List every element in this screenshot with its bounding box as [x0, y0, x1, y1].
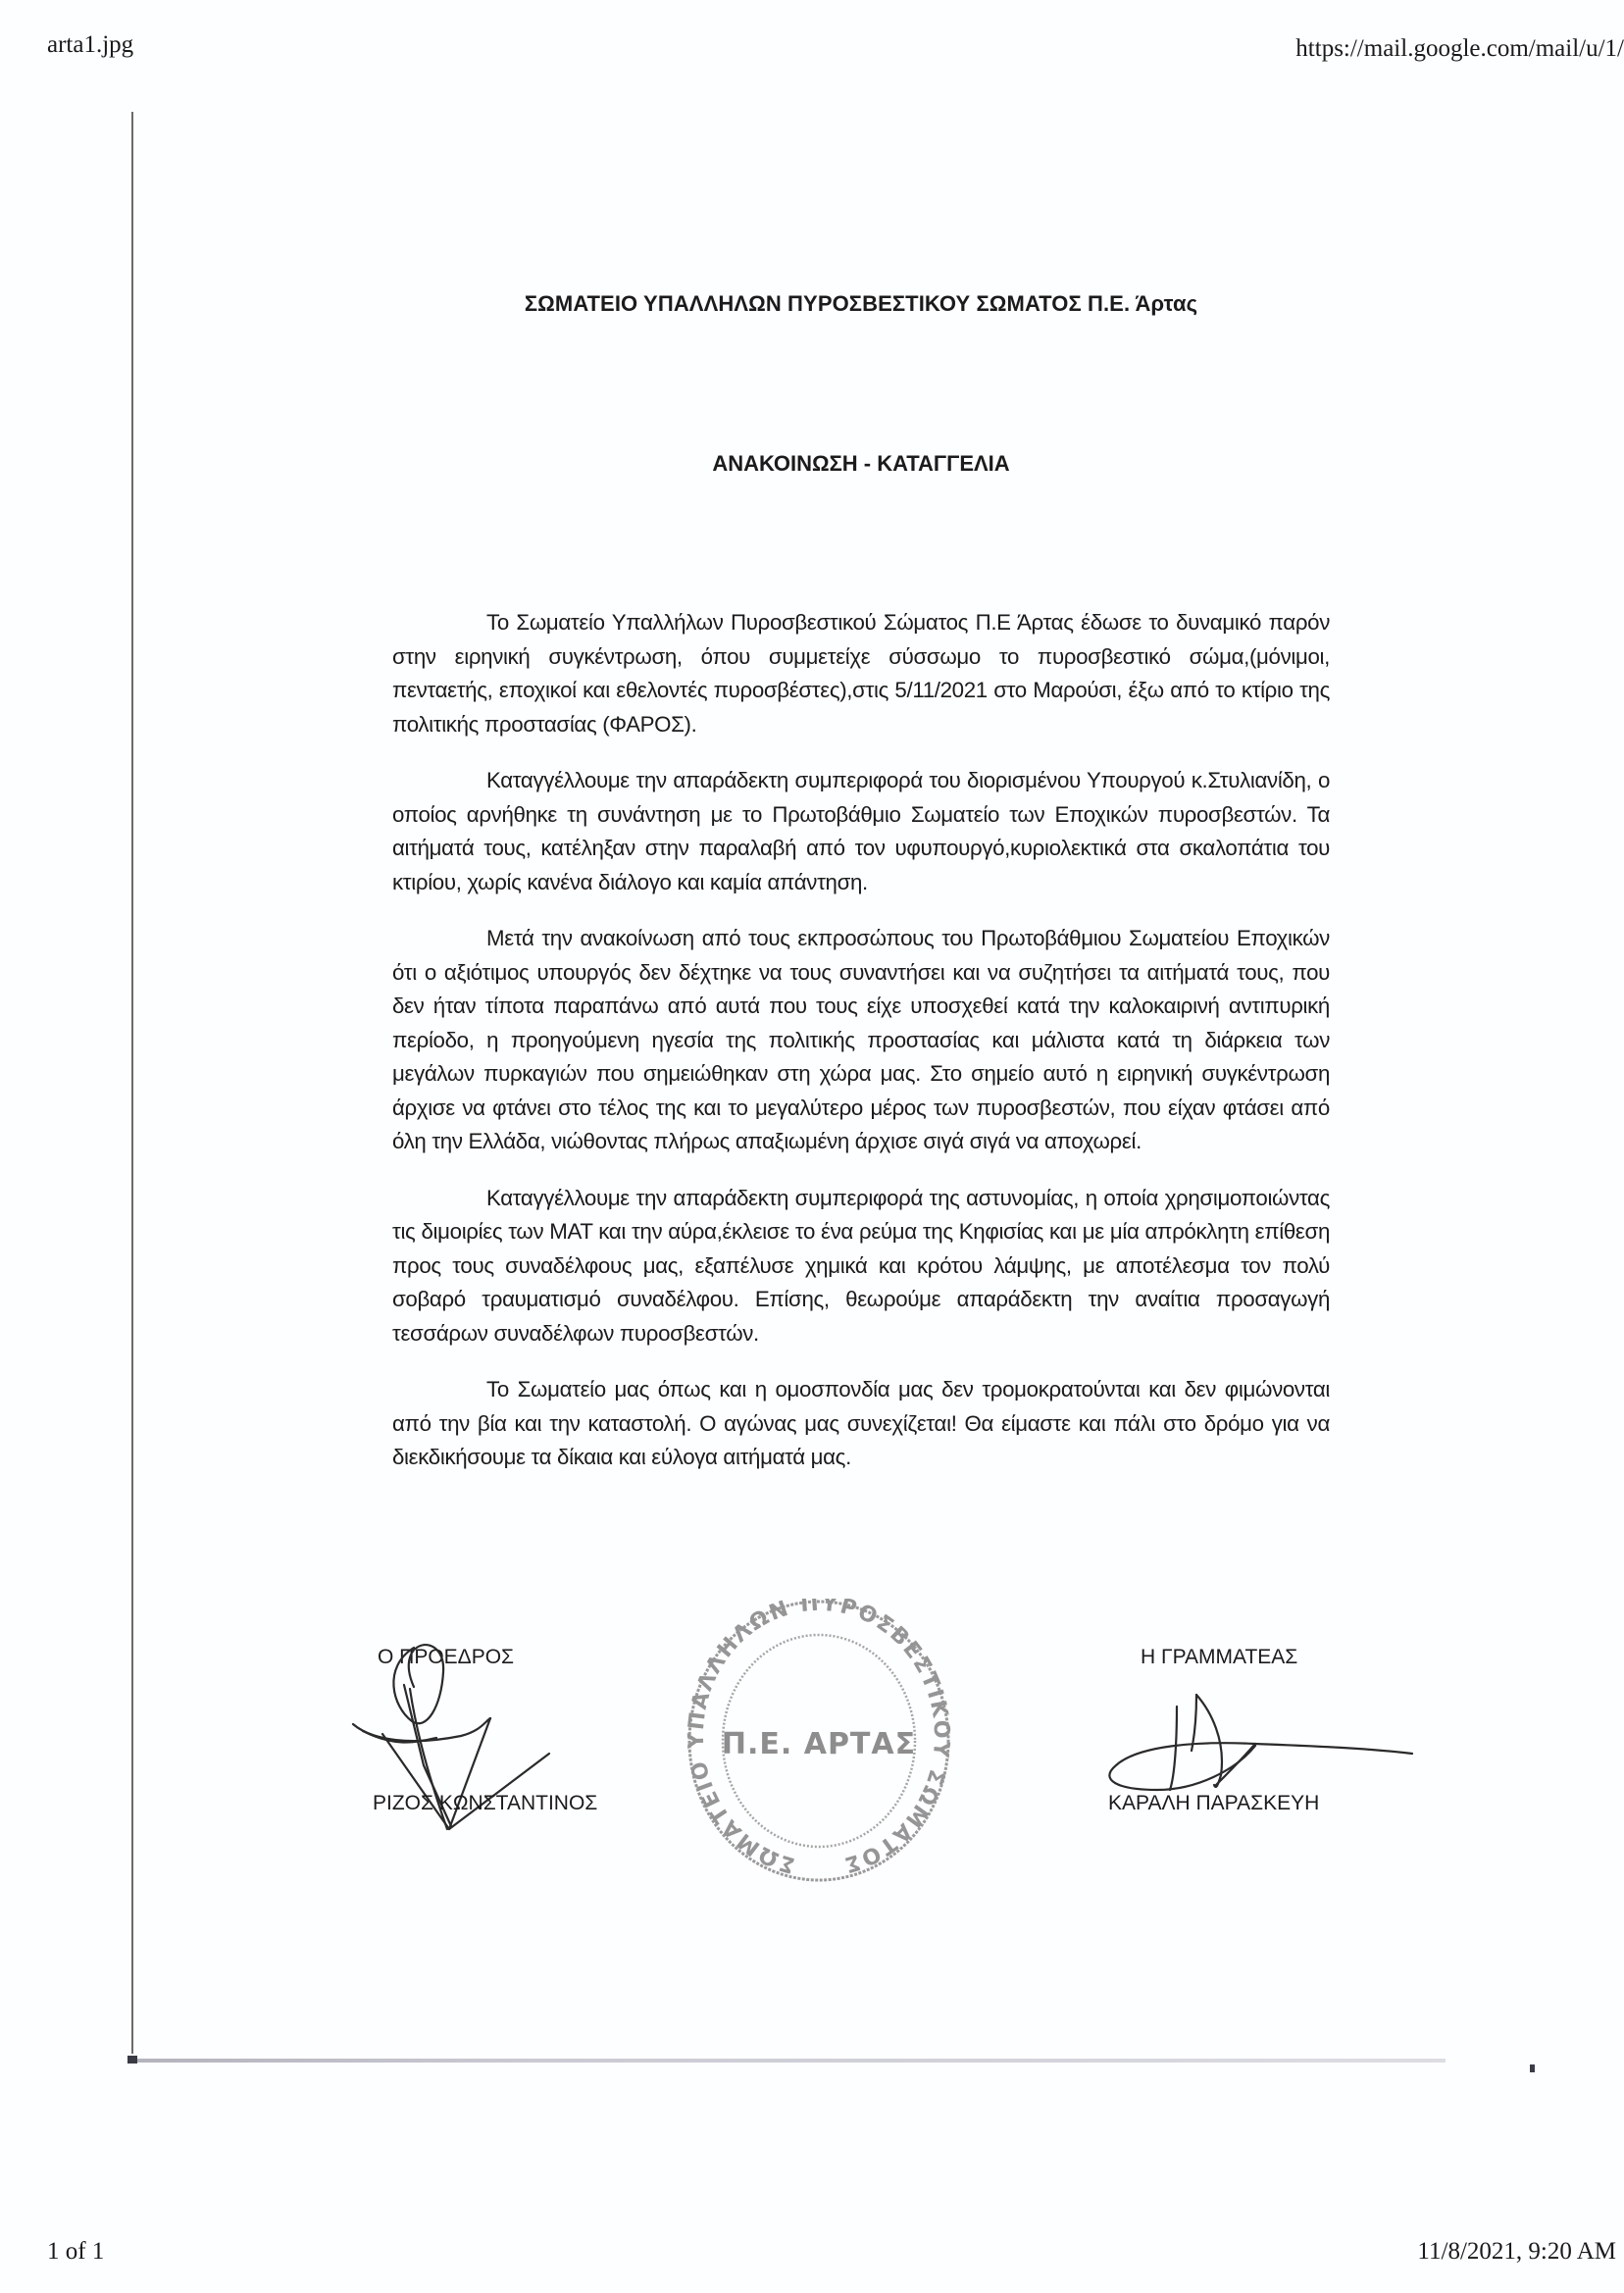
president-name: ΡΙΖΟΣ ΚΩΝΣΤΑΝΤΙΝΟΣ	[373, 1792, 598, 1814]
stamp-ring-text: ΣΩΜΑΤΕΙΟ ΥΠΑΛΛΗΛΩΝ ΠΥΡΟΣΒΕΣΤΙΚΟΥ ΣΩΜΑΤΟΣ	[686, 1599, 951, 1878]
official-stamp	[686, 1599, 951, 1883]
secretary-name: ΚΑΡΑΛΗ ΠΑΡΑΣΚΕΥΗ	[1108, 1792, 1320, 1814]
paragraph: Καταγγέλλουμε την απαράδεκτη συμπεριφορά του διορισμένου Υπουργού κ.Στυλιανίδη, ο οποίος αρνήθηκε τη συνάντηση με το Πρωτοβάθμιο Σωματείο των Εποχικών πυροσβεστών. Τα αιτήματά τους, κατέληξαν στην παραλαβή από τον υφυπουργό,κυριολεκτικά στα σκαλοπάτια του κτιρίου, χωρίς κανένα διάλογο και καμία απάντηση.	[392, 768, 1330, 894]
paragraph: Καταγγέλλουμε την απαράδεκτη συμπεριφορά της αστυνομίας, η οποία χρησιμοποιώντας τις διμοιρίες των ΜΑΤ και την αύρα,έκλεισε το ένα ρεύμα της Κηφισίας και με μία απρόκλητη επίθεση προς τους συναδέλφους μας, εξαπέλυσε χημικά και κρότου λάμψης, με αποτέλεσμα τον πολύ σοβαρό τραυματισμό συναδέλφου. Επίσης, θεωρούμε απαράδεκτη την αναίτια προσαγωγή τεσσάρων συναδέλφων πυροσβεστών.	[392, 1185, 1330, 1346]
paragraph: Το Σωματείο μας όπως και η ομοσπονδία μας δεν τρομοκρατούνται και δεν φιμώνονται από την βία και την καταστολή. Ο αγώνας μας συνεχίζεται! Θα είμαστε και πάλι στο δρόμο για να διεκδικήσουμε τα δίκαια και εύλογα αιτήματά μας.	[392, 1377, 1330, 1469]
paragraph: Το Σωματείο Υπαλλήλων Πυροσβεστικού Σώματος Π.Ε Άρτας έδωσε το δυναμικό παρόν στην ειρηνική συγκέντρωση, όπου συμμετείχε σύσσωμο το πυροσβεστικό σώμα,(μόνιμοι, πενταετής, εποχικοί και εθελοντές πυροσβέστες),στις 5/11/2021 στο Μαρούσι, έξω από το κτίριο της πολιτικής προστασίας (ΦΑΡΟΣ).	[392, 610, 1330, 737]
scan-border-bottom	[131, 2059, 1446, 2063]
president-role-label: Ο ΠΡΟΕΔΡΟΣ	[378, 1646, 515, 1668]
stamp-center-text: Π.Ε. ΑΡΤΑΣ	[721, 1726, 917, 1761]
scan-border-left	[131, 112, 133, 2054]
paragraph: Μετά την ανακοίνωση από τους εκπροσώπους του Πρωτοβάθμιου Σωματείου Εποχικών ότι ο αξιότιμος υπουργός δεν δέχτηκε να τους συναντήσει και να συζητήσει τα αιτήματά τους, που δεν ήταν τίποτα παραπάνω από αυτά που τους είχε υποσχεθεί κατά την καλοκαιρινή αντιπυρική περίοδο, η προηγούμενη ηγεσία της πολιτικής προστασίας και μάλιστα κατά τη διάρκεια των μεγάλων πυρκαγιών που σημειώθηκαν στη χώρα μας. Στο σημείο αυτό η ειρηνική συγκέντρωση άρχισε να φτάνει στο τέλος της και το μεγαλύτερο μέρος των πυροσβεστών, που είχαν φτάσει από όλη την Ελλάδα, νιώθοντας πλήρως απαξιωμένη άρχισε σιγά σιγά να αποχωρεί.	[392, 926, 1330, 1153]
secretary-signature	[1079, 1687, 1412, 1805]
scan-corner-mark	[127, 2056, 137, 2064]
print-footer-page-count: 1 of 1	[47, 2238, 105, 2265]
secretary-role-label: Η ΓΡΑΜΜΑΤΕΑΣ	[1141, 1646, 1298, 1668]
organization-title: ΣΩΜΑΤΕΙΟ ΥΠΑΛΛΗΛΩΝ ΠΥΡΟΣΒΕΣΤΙΚΟΥ ΣΩΜΑΤΟΣ Π.Ε. Άρτας	[524, 291, 1198, 316]
president-signature	[353, 1628, 647, 1873]
print-header-url: https://mail.google.com/mail/u/1/	[1295, 35, 1624, 62]
print-header-filename: arta1.jpg	[47, 31, 134, 58]
print-footer-timestamp: 11/8/2021, 9:20 AM	[1417, 2238, 1616, 2265]
document-body	[392, 606, 1330, 1498]
scan-dot-mark	[1530, 2064, 1535, 2072]
document-title: ΑΝΑΚΟΙΝΩΣΗ - ΚΑΤΑΓΓΕΛΙΑ	[712, 451, 1010, 476]
